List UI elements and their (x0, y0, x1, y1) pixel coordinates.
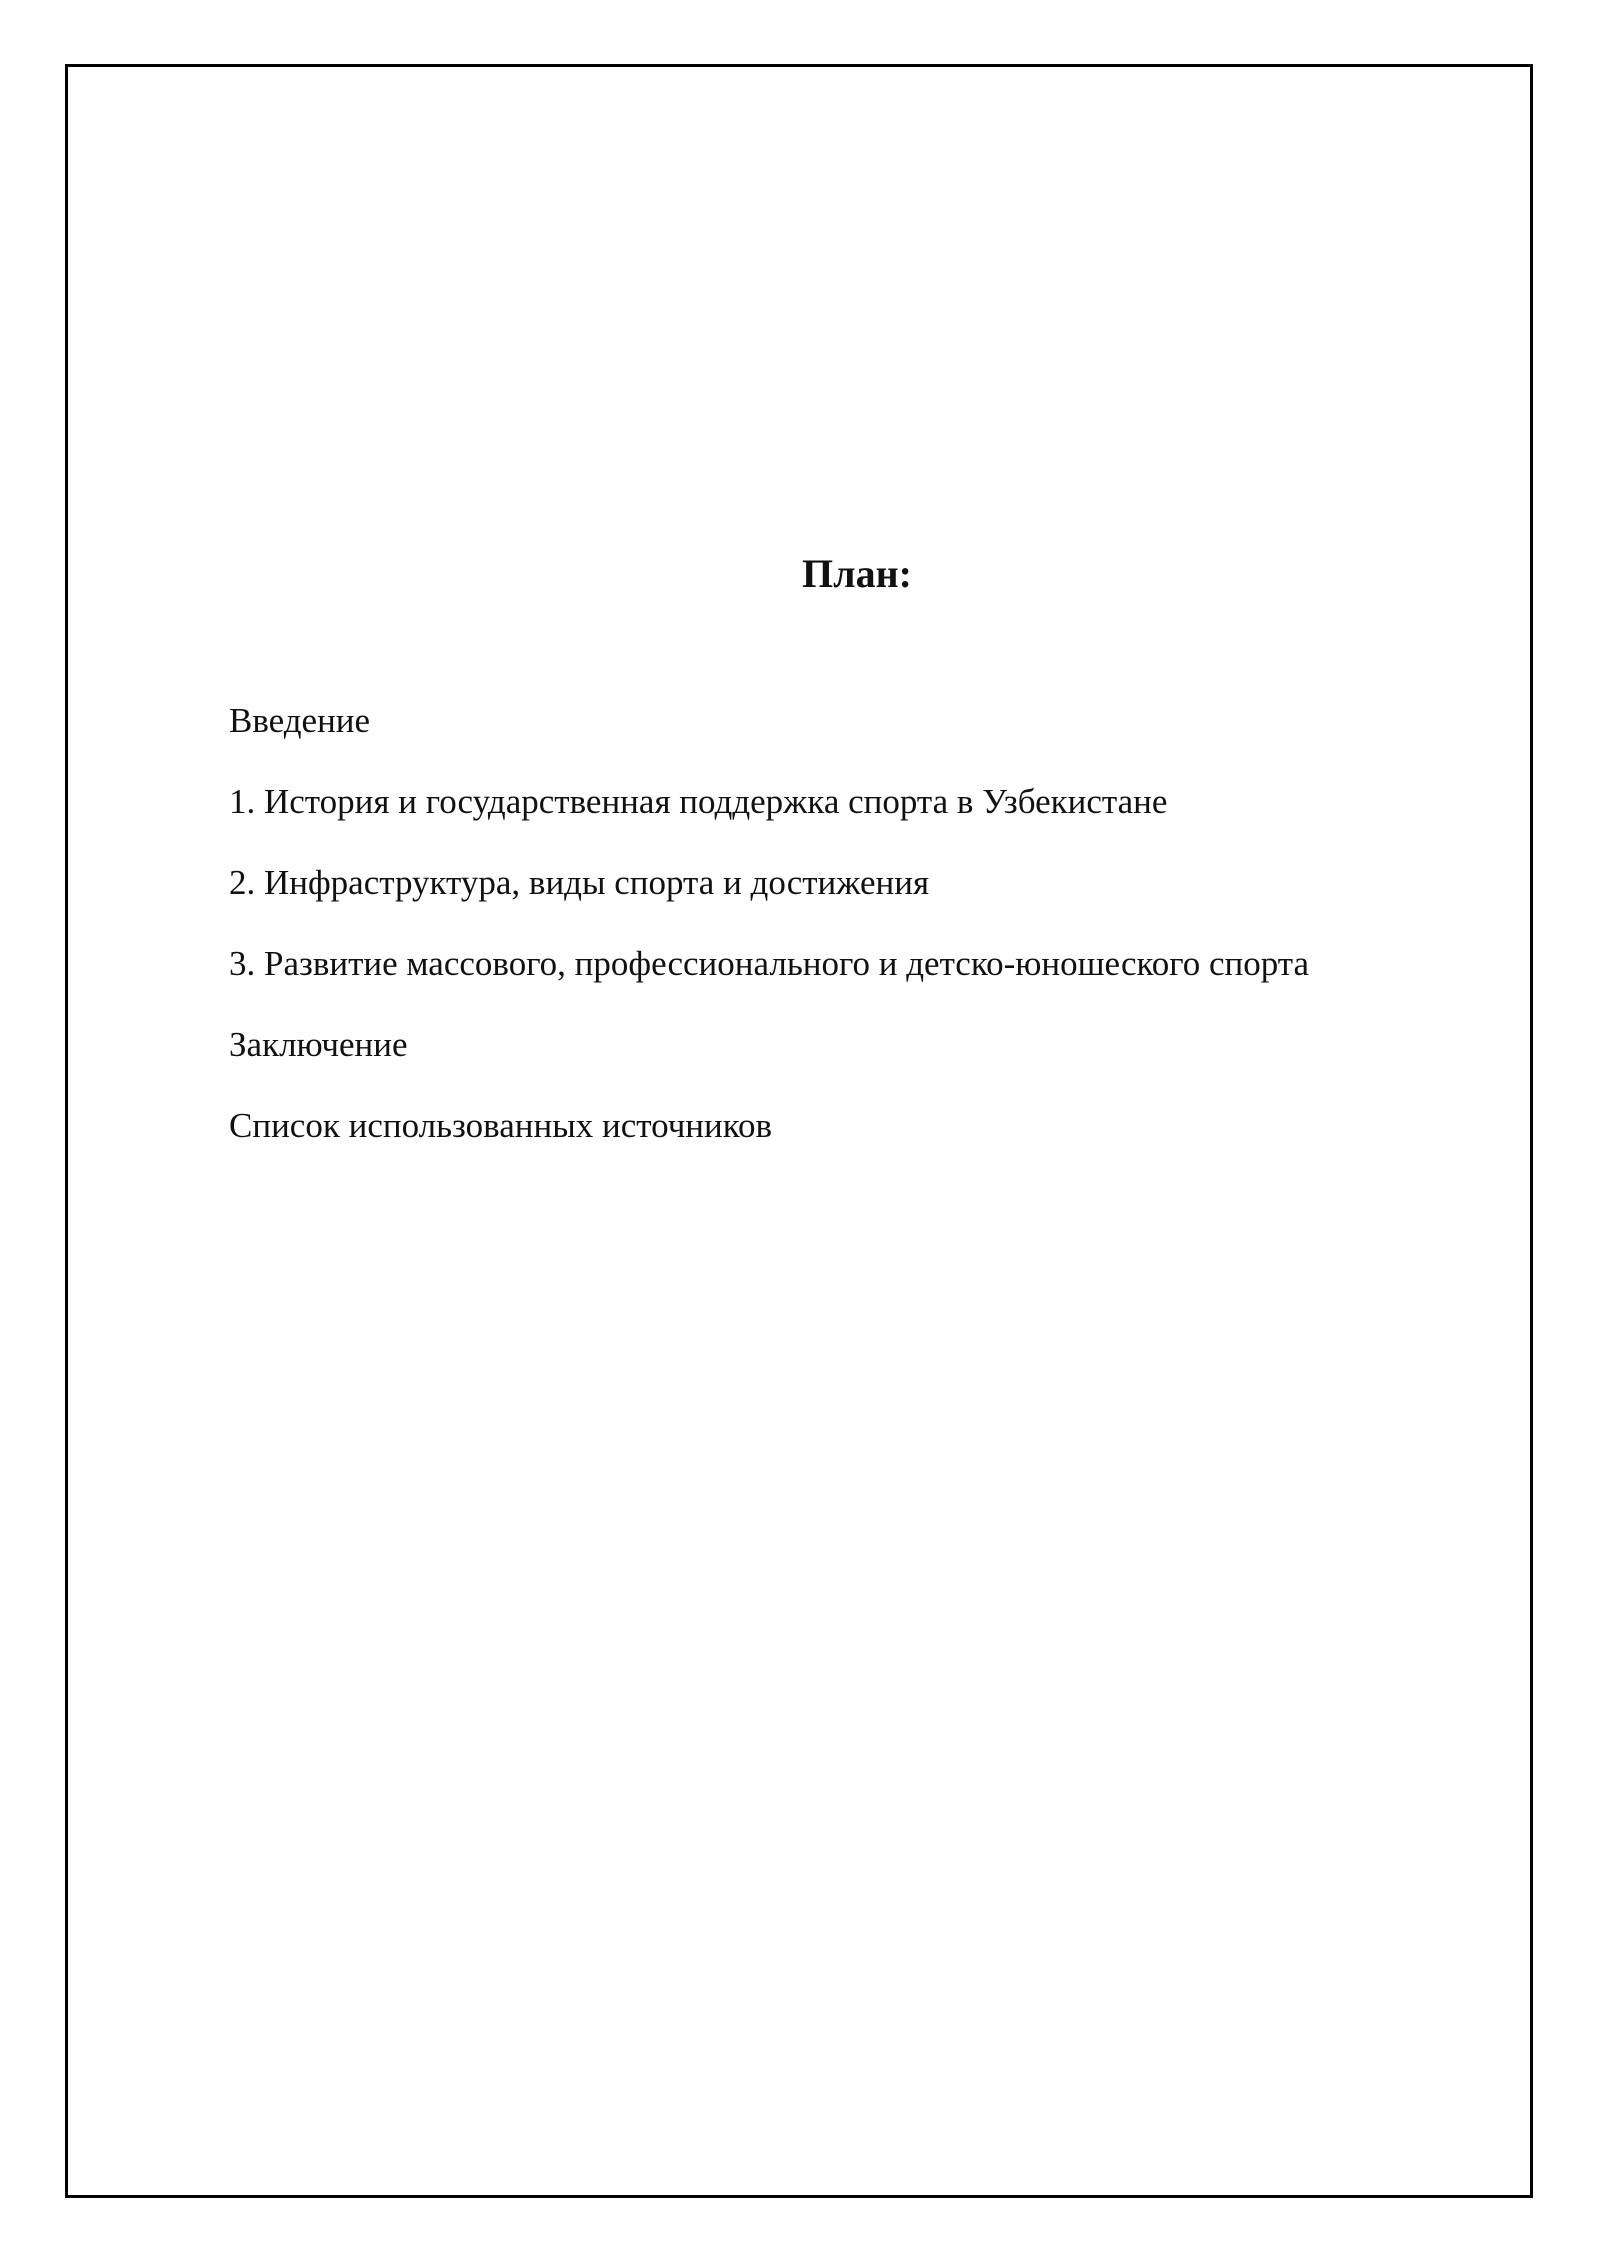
page-title: План: (802, 551, 912, 596)
plan-item-introduction: Введение (229, 701, 371, 740)
plan-item-development: 3. Развитие массового, профессионального и детско-юношеского спорта (229, 944, 1310, 983)
plan-item-history: 1. История и государственная поддержка спорта в Узбекистане (229, 782, 1168, 821)
plan-item-infrastructure: 2. Инфраструктура, виды спорта и достижения (229, 863, 930, 902)
plan-list (229, 699, 1309, 1185)
plan-item-sources: Список использованных источников (229, 1106, 773, 1145)
plan-item-conclusion: Заключение (229, 1025, 408, 1064)
